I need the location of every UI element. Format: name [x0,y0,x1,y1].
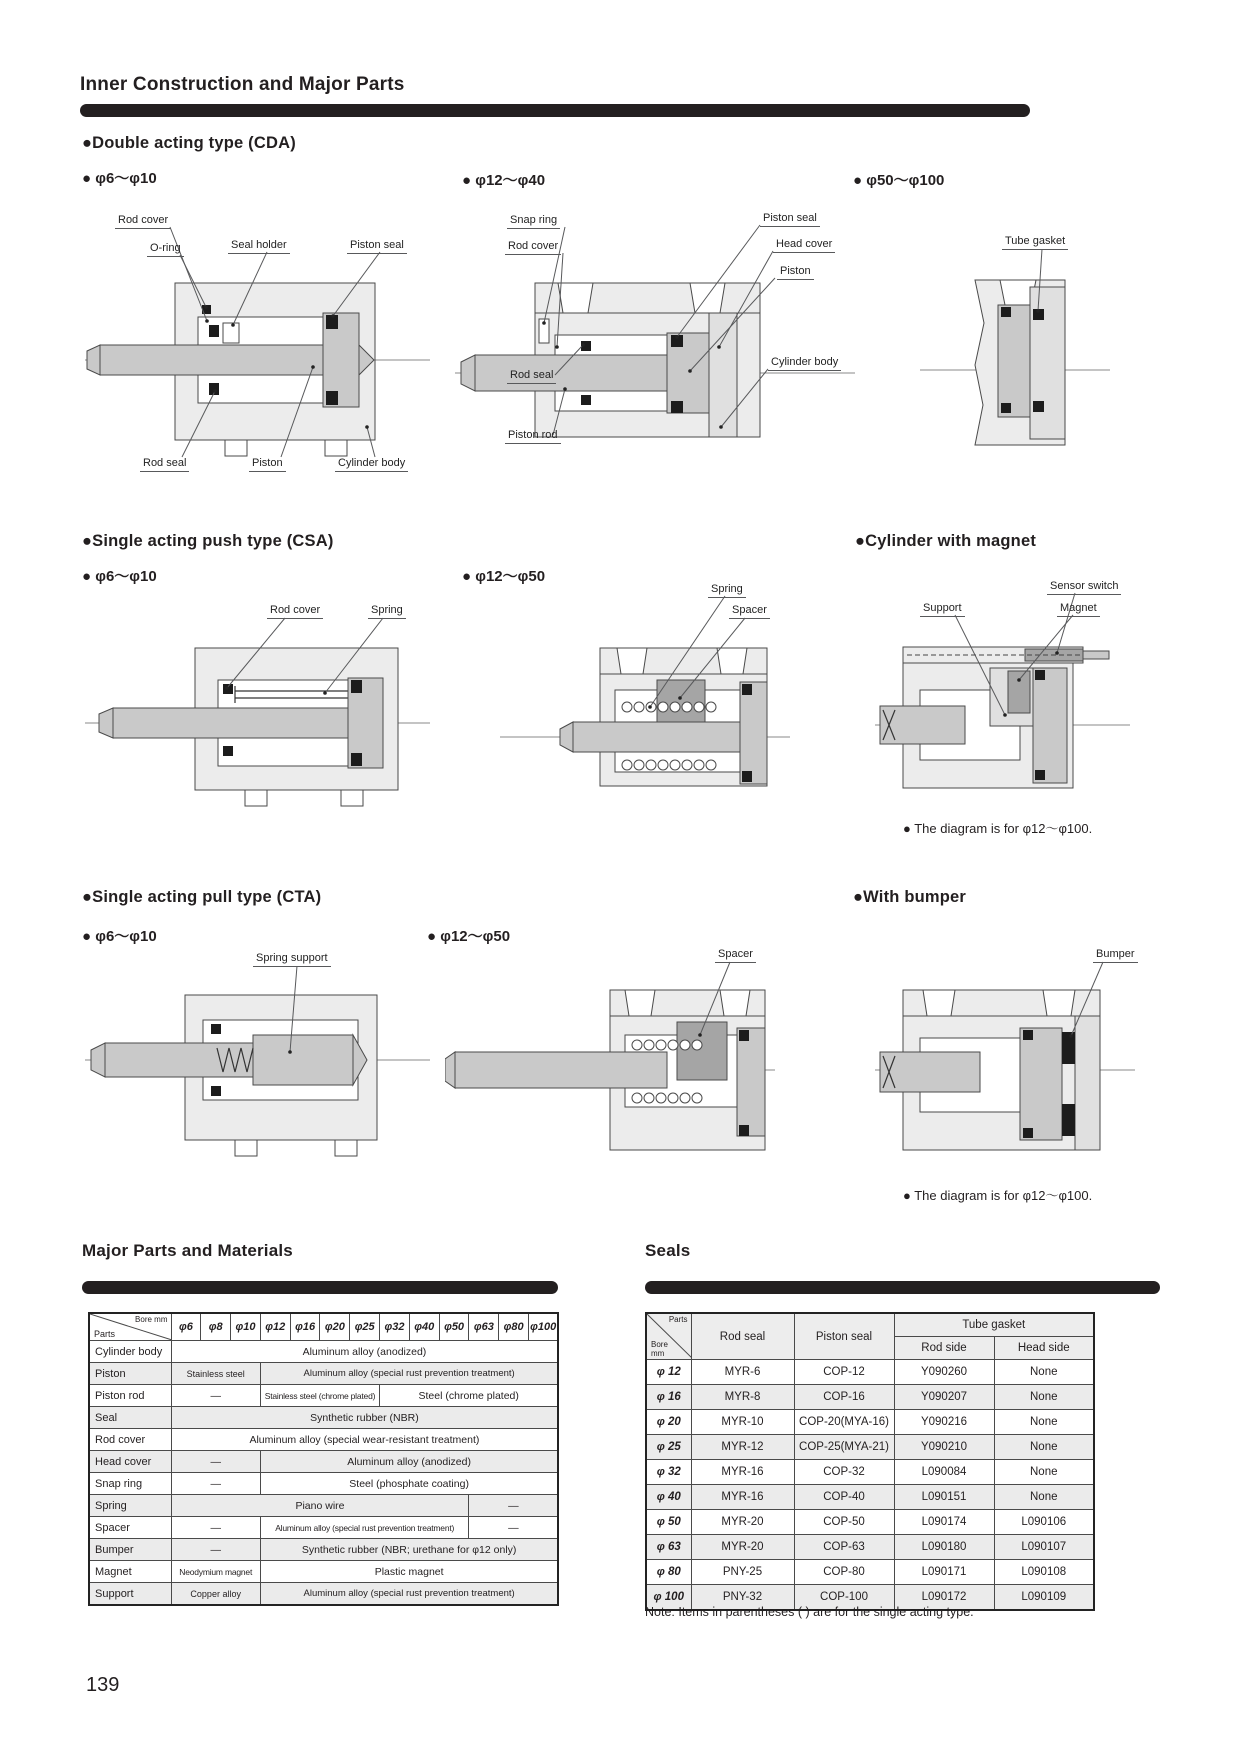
size-cda-50-100: ● φ50～φ100 [853,172,945,189]
corner-bore-label: Bore mm [135,1315,168,1324]
material-cell: Neodymium magnet [171,1561,260,1583]
cylinder-cross-section-drawing [880,205,1110,465]
material-cell: Piano wire [171,1495,469,1517]
header-piston-seal: Piston seal [794,1313,894,1360]
materials-row [89,1473,558,1495]
rod-side-cell: Y090260 [894,1360,994,1385]
title-rule [80,104,1030,117]
cylinder-cross-section-drawing [445,940,775,1180]
part-name: Snap ring [89,1473,171,1495]
material-cell: Synthetic rubber (NBR; urethane for φ12 only) [260,1539,558,1561]
material-cell: Plastic magnet [260,1561,558,1583]
rod-seal-cell: MYR-12 [691,1435,794,1460]
label-rod-seal: Rod seal [140,457,189,472]
materials-row [89,1407,558,1429]
materials-row [89,1495,558,1517]
material-cell: Aluminum alloy (anodized) [260,1451,558,1473]
materials-row [89,1539,558,1561]
materials-corner-cell [89,1313,171,1341]
bore-header: φ16 [290,1313,320,1341]
head-side-cell: L090109 [994,1585,1094,1611]
bore-cell: φ 16 [646,1385,691,1410]
rod-side-cell: Y090216 [894,1410,994,1435]
label-rod-seal: Rod seal [507,369,556,384]
material-cell: Aluminum alloy (special rust prevention treatment) [260,1363,558,1385]
diagram-cylinder-with-magnet [875,540,1130,805]
bore-header: φ80 [499,1313,529,1341]
cylinder-cross-section-drawing [85,540,430,815]
material-cell: — [171,1539,260,1561]
rod-seal-cell: MYR-8 [691,1385,794,1410]
part-name: Rod cover [89,1429,171,1451]
head-side-cell: None [994,1410,1094,1435]
material-cell: — [171,1473,260,1495]
rod-seal-cell: MYR-10 [691,1410,794,1435]
header-tube-gasket: Tube gasket [894,1313,1094,1337]
seals-row [646,1385,1094,1410]
piston-seal-cell: COP-80 [794,1560,894,1585]
rod-seal-cell: MYR-16 [691,1485,794,1510]
materials-row [89,1363,558,1385]
size-cda-6-10: ● φ6～φ10 [82,170,157,187]
piston-seal-cell: COP-12 [794,1360,894,1385]
piston-seal-cell: COP-25(MYA-21) [794,1435,894,1460]
materials-row [89,1429,558,1451]
size-csa-6-10: ● φ6～φ10 [82,568,157,585]
cylinder-cross-section-drawing [875,940,1135,1190]
bore-header: φ8 [201,1313,231,1341]
piston-seal-cell: COP-100 [794,1585,894,1611]
rod-seal-cell: MYR-6 [691,1360,794,1385]
label-piston-seal: Piston seal [347,239,407,254]
part-name: Bumper [89,1539,171,1561]
size-csa-12-50: ● φ12～φ50 [462,568,546,585]
corner-bore-line2: mm [651,1348,665,1358]
head-side-cell: None [994,1460,1094,1485]
piston-seal-cell: COP-50 [794,1510,894,1535]
bore-header: φ40 [409,1313,439,1341]
corner-parts-label: Parts [668,1315,688,1324]
head-side-cell: None [994,1435,1094,1460]
bore-cell: φ 50 [646,1510,691,1535]
label-tube-gasket: Tube gasket [1002,235,1068,250]
material-cell: Aluminum alloy (special rust prevention treatment) [260,1583,558,1606]
cylinder-cross-section-drawing [445,540,790,805]
material-cell: Stainless steel (chrome plated) [260,1385,379,1407]
header-rod-seal: Rod seal [691,1313,794,1360]
seals-row [646,1510,1094,1535]
bore-cell: φ 63 [646,1535,691,1560]
piston-seal-cell: COP-63 [794,1535,894,1560]
size-cda-12-40: ● φ12～φ40 [462,172,546,189]
label-piston-seal: Piston seal [760,212,820,227]
label-support: Support [920,602,965,617]
diagram-cda-small [85,195,430,485]
seals-table [645,1312,1095,1611]
size-cta-6-10: ● φ6～φ10 [82,928,157,945]
rod-side-cell: Y090207 [894,1385,994,1410]
label-spring: Spring [368,604,406,619]
part-name: Piston [89,1363,171,1385]
section-single-acting-push: ●Single acting push type (CSA) [82,532,334,550]
bore-header: φ12 [260,1313,290,1341]
diagram-cda-large [880,205,1110,465]
materials-row [89,1583,558,1606]
rod-side-cell: Y090210 [894,1435,994,1460]
materials-table [88,1312,559,1606]
section-single-acting-pull: ●Single acting pull type (CTA) [82,888,322,906]
part-name: Seal [89,1407,171,1429]
diagram-with-bumper [875,940,1135,1190]
label-spacer: Spacer [729,604,770,619]
materials-header-row [89,1313,558,1341]
material-cell: — [171,1451,260,1473]
part-name: Cylinder body [89,1341,171,1363]
bore-cell: φ 25 [646,1435,691,1460]
material-cell: Synthetic rubber (NBR) [171,1407,558,1429]
label-o-ring: O-ring [147,242,184,257]
materials-rule [82,1281,558,1294]
seals-row [646,1535,1094,1560]
seals-row [646,1460,1094,1485]
seals-row [646,1410,1094,1435]
label-spring: Spring [708,583,746,598]
rod-seal-cell: MYR-20 [691,1535,794,1560]
materials-heading: Major Parts and Materials [82,1241,293,1260]
cylinder-cross-section-drawing [455,195,855,465]
label-rod-cover: Rod cover [505,240,561,255]
materials-row [89,1561,558,1583]
header-rod-side: Rod side [894,1337,994,1360]
diagram-csa-small [85,540,430,815]
label-spring-support: Spring support [253,952,331,967]
label-cylinder-body: Cylinder body [768,356,841,371]
material-cell: Stainless steel [171,1363,260,1385]
bore-header: φ25 [350,1313,380,1341]
material-cell: Aluminum alloy (anodized) [171,1341,558,1363]
head-side-cell: L090106 [994,1510,1094,1535]
rod-seal-cell: PNY-25 [691,1560,794,1585]
bore-header: φ50 [439,1313,469,1341]
seals-header-row-1 [646,1313,1094,1337]
label-magnet: Magnet [1057,602,1100,617]
section-cylinder-with-magnet: ●Cylinder with magnet [855,532,1037,550]
rod-side-cell: L090151 [894,1485,994,1510]
corner-bore-line1: Bore [651,1340,668,1350]
bore-cell: φ 80 [646,1560,691,1585]
rod-seal-cell: PNY-32 [691,1585,794,1611]
bore-cell: φ 32 [646,1460,691,1485]
corner-parts-label: Parts [94,1329,116,1339]
note-bumper-diagram: ● The diagram is for φ12～φ100. [903,1188,1093,1203]
bore-header: φ6 [171,1313,201,1341]
seals-rule [645,1281,1160,1294]
diagram-csa-mid [445,540,790,805]
material-cell: Aluminum alloy (special wear-resistant treatment) [171,1429,558,1451]
seals-row [646,1485,1094,1510]
corner-bore-label [651,1341,668,1358]
rod-side-cell: L090174 [894,1510,994,1535]
label-spacer: Spacer [715,948,756,963]
seals-note: Note: Items in parentheses ( ) are for the single acting type. [645,1605,974,1619]
piston-seal-cell: COP-40 [794,1485,894,1510]
label-piston: Piston [777,265,814,280]
diagram-cda-mid [455,195,855,465]
head-side-cell: L090107 [994,1535,1094,1560]
section-double-acting: ●Double acting type (CDA) [82,134,296,152]
label-piston-rod: Piston rod [505,429,561,444]
section-with-bumper: ●With bumper [853,888,967,906]
part-name: Spring [89,1495,171,1517]
rod-side-cell: L090084 [894,1460,994,1485]
material-cell: — [469,1517,558,1539]
material-cell: — [171,1517,260,1539]
page-title: Inner Construction and Major Parts [80,74,405,95]
part-name: Support [89,1583,171,1606]
seals-row [646,1560,1094,1585]
piston-seal-cell: COP-16 [794,1385,894,1410]
note-magnet-diagram: ● The diagram is for φ12～φ100. [903,821,1093,836]
part-name: Piston rod [89,1385,171,1407]
materials-row [89,1517,558,1539]
header-head-side: Head side [994,1337,1094,1360]
material-cell: Steel (chrome plated) [380,1385,559,1407]
rod-side-cell: L090171 [894,1560,994,1585]
part-name: Spacer [89,1517,171,1539]
head-side-cell: None [994,1485,1094,1510]
label-snap-ring: Snap ring [507,214,560,229]
rod-seal-cell: MYR-20 [691,1510,794,1535]
bore-cell: φ 20 [646,1410,691,1435]
head-side-cell: L090108 [994,1560,1094,1585]
seals-heading: Seals [645,1241,691,1260]
seals-row [646,1360,1094,1385]
bore-header: φ10 [231,1313,261,1341]
piston-seal-cell: COP-32 [794,1460,894,1485]
label-rod-cover: Rod cover [115,214,171,229]
label-seal-holder: Seal holder [228,239,290,254]
rod-seal-cell: MYR-16 [691,1460,794,1485]
material-cell: — [171,1385,260,1407]
diagram-cta-mid [445,940,775,1180]
label-piston: Piston [249,457,286,472]
seals-row [646,1435,1094,1460]
bore-header: φ63 [469,1313,499,1341]
size-cta-12-50: ● φ12～φ50 [427,928,511,945]
label-sensor-switch: Sensor switch [1047,580,1121,595]
material-cell: Copper alloy [171,1583,260,1606]
material-cell: — [469,1495,558,1517]
label-cylinder-body: Cylinder body [335,457,408,472]
part-name: Head cover [89,1451,171,1473]
page-number: 139 [86,1674,120,1696]
piston-seal-cell: COP-20(MYA-16) [794,1410,894,1435]
bore-header: φ32 [380,1313,410,1341]
cylinder-cross-section-drawing [85,940,430,1175]
materials-row [89,1341,558,1363]
materials-row [89,1451,558,1473]
head-side-cell: None [994,1385,1094,1410]
bore-header: φ20 [320,1313,350,1341]
label-rod-cover: Rod cover [267,604,323,619]
material-cell: Steel (phosphate coating) [260,1473,558,1495]
bore-cell: φ 100 [646,1585,691,1611]
bore-header: φ100 [529,1313,559,1341]
head-side-cell: None [994,1360,1094,1385]
label-head-cover: Head cover [773,238,835,253]
part-name: Magnet [89,1561,171,1583]
materials-row [89,1385,558,1407]
bore-cell: φ 40 [646,1485,691,1510]
material-cell: Aluminum alloy (special rust prevention treatment) [260,1517,469,1539]
seals-corner-cell [646,1313,691,1360]
bore-cell: φ 12 [646,1360,691,1385]
label-bumper: Bumper [1093,948,1138,963]
rod-side-cell: L090172 [894,1585,994,1611]
diagram-cta-small [85,940,430,1175]
rod-side-cell: L090180 [894,1535,994,1560]
